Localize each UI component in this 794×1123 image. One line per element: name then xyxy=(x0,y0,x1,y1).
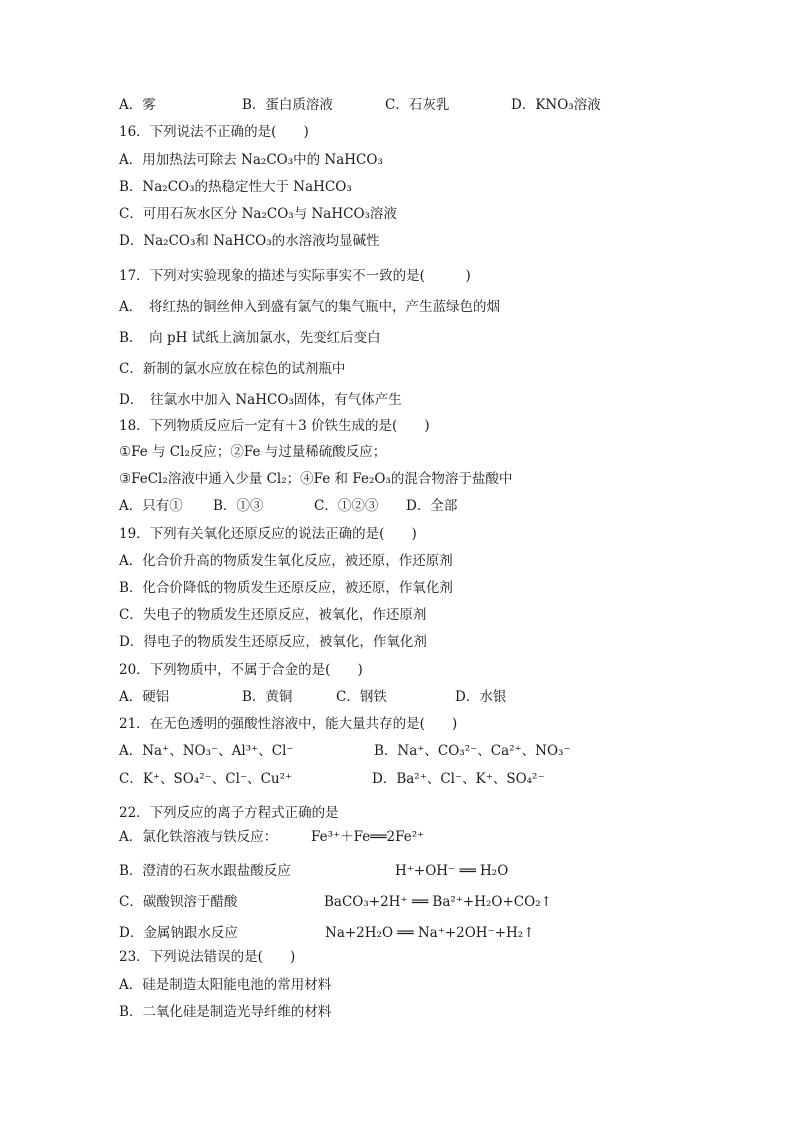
q22-option-c-text: C．碳酸钡溶于醋酸 xyxy=(119,894,238,910)
q16-option-c: C．可用石灰水区分 Na₂CO₃与 NaHCO₃溶液 xyxy=(119,206,397,222)
q15-option-b: B．蛋白质溶液 xyxy=(242,97,333,113)
q23-stem: 23．下列说法错误的是( ) xyxy=(119,949,296,965)
q22-option-a-equation: Fe³⁺＋Fe══2Fe²⁺ xyxy=(311,829,425,845)
q18-option-d: D．全部 xyxy=(406,498,458,514)
q15-option-c: C．石灰乳 xyxy=(385,97,450,113)
q16-option-b: B．Na₂CO₃的热稳定性大于 NaHCO₃ xyxy=(119,179,352,195)
q18-option-c: C．①②③ xyxy=(314,498,379,514)
q19-option-a: A．化合价升高的物质发生氧化反应，被还原，作还原剂 xyxy=(119,553,453,569)
q22-option-a-text: A．氯化铁溶液与铁反应： xyxy=(119,829,278,845)
q22-option-b-equation: H⁺+OH⁻ ══ H₂O xyxy=(395,863,509,879)
q21-option-c: C．K⁺、SO₄²⁻、Cl⁻、Cu²⁺ xyxy=(119,771,293,787)
q19-option-c: C．失电子的物质发生还原反应，被氧化，作还原剂 xyxy=(119,607,427,623)
q17-option-a: A． 将红热的铜丝伸入到盛有氯气的集气瓶中，产生蓝绿色的烟 xyxy=(119,299,500,315)
q15-option-a: A．雾 xyxy=(119,97,156,113)
q16-option-a: A．用加热法可除去 Na₂CO₃中的 NaHCO₃ xyxy=(119,152,383,168)
q21-option-a: A．Na⁺、NO₃⁻、Al³⁺、Cl⁻ xyxy=(119,743,294,759)
q19-option-d: D．得电子的物质发生还原反应，被氧化，作氧化剂 xyxy=(119,634,427,650)
q17-option-c: C．新制的氯水应放在棕色的试剂瓶中 xyxy=(119,361,346,377)
q21-stem: 21．在无色透明的强酸性溶液中，能大量共存的是( ) xyxy=(119,716,458,732)
q22-option-b-text: B．澄清的石灰水跟盐酸反应 xyxy=(119,863,291,879)
q19-option-b: B．化合价降低的物质发生还原反应，被还原，作氧化剂 xyxy=(119,580,453,596)
q21-option-d: D．Ba²⁺、Cl⁻、K⁺、SO₄²⁻ xyxy=(372,771,545,787)
q20-stem: 20．下列物质中，不属于合金的是( ) xyxy=(119,662,363,678)
q17-option-b: B． 向 pH 试纸上滴加氯水，先变红后变白 xyxy=(119,330,381,346)
q18-stem: 18．下列物质反应后一定有＋3 价铁生成的是( ) xyxy=(119,418,430,434)
q18-condition-1: ①Fe 与 Cl₂反应；②Fe 与过量稀硫酸反应； xyxy=(119,444,387,460)
q22-option-c-equation: BaCO₃+2H⁺ ══ Ba²⁺+H₂O+CO₂↑ xyxy=(324,894,552,910)
q23-option-b: B．二氧化硅是制造光导纤维的材料 xyxy=(119,1004,332,1020)
q22-stem: 22．下列反应的离子方程式正确的是 xyxy=(119,805,339,821)
q20-option-b: B．黄铜 xyxy=(242,689,293,705)
q15-option-d: D．KNO₃溶液 xyxy=(511,97,601,113)
q19-stem: 19．下列有关氧化还原反应的说法正确的是( ) xyxy=(119,526,417,542)
q23-option-a: A．硅是制造太阳能电池的常用材料 xyxy=(119,977,332,993)
q16-option-d: D．Na₂CO₃和 NaHCO₃的水溶液均显碱性 xyxy=(119,233,380,249)
q22-option-d-text: D．金属钠跟水反应 xyxy=(119,925,238,941)
q16-stem: 16．下列说法不正确的是( ) xyxy=(119,124,309,140)
q20-option-c: C．钢铁 xyxy=(336,689,387,705)
q21-option-b: B．Na⁺、CO₃²⁻、Ca²⁺、NO₃⁻ xyxy=(374,743,571,759)
q17-option-d: D． 往氯水中加入 NaHCO₃固体，有气体产生 xyxy=(119,392,402,408)
q22-option-d-equation: Na+2H₂O ══ Na⁺+2OH⁻+H₂↑ xyxy=(325,925,535,941)
q18-option-b: B．①③ xyxy=(213,498,264,514)
q18-condition-2: ③FeCl₂溶液中通入少量 Cl₂；④Fe 和 Fe₂O₃的混合物溶于盐酸中 xyxy=(119,471,513,487)
q18-option-a: A．只有① xyxy=(119,498,183,514)
q20-option-a: A．硬铝 xyxy=(119,689,170,705)
q17-stem: 17．下列对实验现象的描述与实际事实不一致的是( ) xyxy=(119,268,471,284)
q20-option-d: D．水银 xyxy=(455,689,507,705)
